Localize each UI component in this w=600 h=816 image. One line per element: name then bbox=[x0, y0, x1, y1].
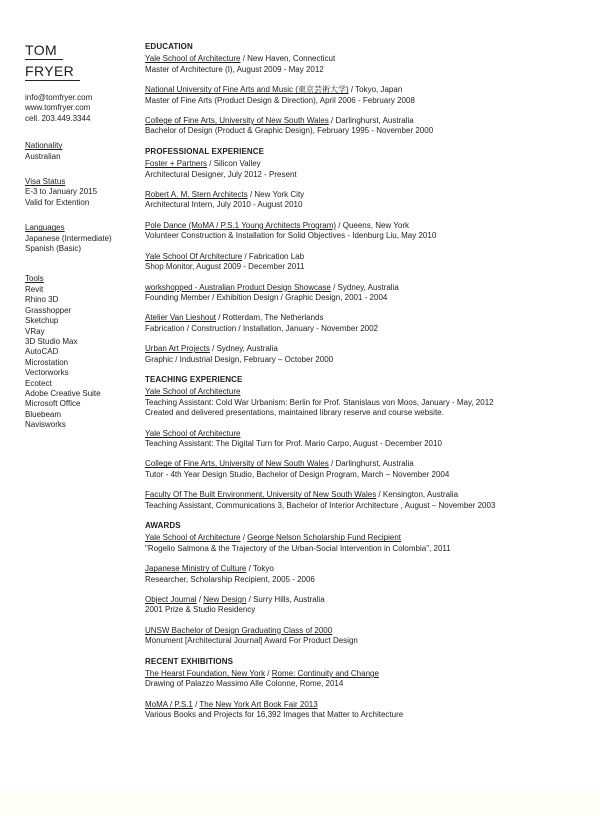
sidebar-group-item: Navisworks bbox=[25, 420, 66, 430]
entry-title bbox=[145, 116, 597, 126]
entry-title-link: Yale School of Architecture bbox=[145, 387, 241, 397]
entry-title-text: / Tokyo, Japan bbox=[348, 85, 403, 95]
entry-title bbox=[145, 283, 597, 293]
entry-title bbox=[145, 564, 597, 574]
sidebar-group bbox=[25, 223, 139, 254]
contact-block bbox=[25, 93, 139, 124]
sidebar-group-item: Valid for Extention bbox=[25, 197, 90, 207]
entry-detail: Created and delivered presentations, maintained library reserve and course website. bbox=[145, 408, 444, 418]
resume-entry bbox=[145, 85, 597, 106]
entry-detail: Master of Architecture (I), August 2009 - May 2012 bbox=[145, 64, 324, 74]
entry-title-text: / Silicon Valley bbox=[207, 159, 261, 169]
entry-detail: Fabrication / Construction / Installation, January - November 2002 bbox=[145, 323, 379, 333]
sidebar-group bbox=[25, 274, 139, 430]
entry-title bbox=[145, 429, 597, 439]
entry-title-link: Pole Dance (MoMA / P.S.1 Young Architects Program) bbox=[145, 220, 337, 230]
sidebar-group-item: Revit bbox=[25, 284, 44, 294]
entry-title-text: / bbox=[265, 669, 272, 679]
candidate-name bbox=[25, 42, 139, 81]
entry-title-text: / Sydney, Australia bbox=[330, 282, 399, 292]
entry-title-link: Rome: Continuity and Change bbox=[271, 669, 379, 679]
entry-title-link: workshopped - Australian Product Design Showcase bbox=[145, 282, 331, 292]
candidate-last-name: FRYER bbox=[25, 63, 80, 81]
sidebar-group-item: Australian bbox=[25, 151, 61, 161]
entry-title bbox=[145, 54, 597, 64]
resume-entry bbox=[145, 626, 597, 647]
candidate-first-name: TOM bbox=[25, 42, 63, 60]
sidebar-group bbox=[25, 177, 139, 208]
entry-title-link: Yale School of Architecture bbox=[145, 428, 241, 438]
entry-title-text: / bbox=[192, 699, 200, 709]
entry-detail: Founding Member / Exhibition Design / Graphic Design, 2001 - 2004 bbox=[145, 292, 388, 302]
section-heading: TEACHING EXPERIENCE bbox=[145, 374, 243, 384]
resume-entry bbox=[145, 429, 597, 450]
sidebar-group-item: Rhino 3D bbox=[25, 295, 59, 305]
entry-title-link: Object Journal bbox=[145, 595, 197, 605]
entry-detail: Researcher, Scholarship Recipient, 2005 - 2006 bbox=[145, 574, 315, 584]
entry-title-text: / Tokyo bbox=[246, 564, 274, 574]
entry-detail: Tutor - 4th Year Design Studio, Bachelor of Design Program, March – November 2004 bbox=[145, 469, 450, 479]
sidebar-group-label: Nationality bbox=[25, 141, 63, 151]
entry-title-text: / Darlinghurst, Australia bbox=[328, 459, 414, 469]
entry-title bbox=[145, 387, 597, 397]
sidebar-group-item: E-3 to January 2015 bbox=[25, 187, 98, 197]
sidebar-group-item: Japanese (Intermediate) bbox=[25, 233, 112, 243]
entry-detail: Master of Fine Arts (Product Design & Direction), April 2006 - February 2008 bbox=[145, 95, 415, 105]
entry-title-link: George Nelson Scholarship Fund Recipient bbox=[247, 533, 402, 543]
resume-entry bbox=[145, 700, 597, 721]
entry-title-link: Yale School of Architecture bbox=[145, 54, 241, 64]
entry-title-link: National University of Fine Arts and Music (東京芸術大学) bbox=[145, 85, 349, 95]
sidebar-group-item: Vectorworks bbox=[25, 368, 69, 378]
sidebar-groups bbox=[25, 141, 139, 430]
section-heading: RECENT EXHIBITIONS bbox=[145, 656, 234, 666]
sidebar-group-label: Languages bbox=[25, 223, 65, 233]
entry-title-text: / Sydney, Australia bbox=[209, 344, 278, 354]
sidebar-group-item: Ecotect bbox=[25, 378, 52, 388]
sidebar-group-label: Tools bbox=[25, 274, 44, 284]
entry-detail: Teaching Assistant: Cold War Urbanism: Berlin for Prof. Stanislaus von Moos, January - May, 2012 bbox=[145, 397, 494, 407]
sidebar-group-item: Sketchup bbox=[25, 316, 59, 326]
resume-entry bbox=[145, 344, 597, 365]
entry-title bbox=[145, 159, 597, 169]
section-heading: PROFESSIONAL EXPERIENCE bbox=[145, 146, 265, 156]
resume-entry bbox=[145, 564, 597, 585]
resume-entry bbox=[145, 116, 597, 137]
sidebar-group-item: 3D Studio Max bbox=[25, 336, 78, 346]
sidebar-group-item: Microsoft Office bbox=[25, 399, 81, 409]
resume-section bbox=[145, 521, 597, 647]
entry-title-text: / Darlinghurst, Australia bbox=[328, 116, 414, 126]
entry-title-text: / New Haven, Connecticut bbox=[240, 54, 336, 64]
entry-detail: Architectural Intern, July 2010 - August 2010 bbox=[145, 200, 303, 210]
entry-title-text: / Surry Hills, Australia bbox=[246, 595, 325, 605]
entry-detail: Teaching Assistant, Communications 3, Bachelor of Interior Architecture , August – November 2003 bbox=[145, 500, 496, 510]
entry-title bbox=[145, 313, 597, 323]
entry-title bbox=[145, 459, 597, 469]
entry-title-link: The New York Art Book Fair 2013 bbox=[199, 699, 318, 709]
sidebar-group bbox=[25, 141, 139, 162]
entry-detail: Bachelor of Design (Product & Graphic Design), February 1995 - November 2000 bbox=[145, 126, 434, 136]
entry-detail: Architectural Designer, July 2012 - Present bbox=[145, 169, 297, 179]
entry-title-link: Atelier Van Lieshout bbox=[145, 313, 217, 323]
contact-line: info@tomfryer.com bbox=[25, 93, 93, 102]
resume-entry bbox=[145, 533, 597, 554]
entry-title-link: Urban Art Projects bbox=[145, 344, 210, 354]
entry-title bbox=[145, 700, 597, 710]
resume-entry bbox=[145, 190, 597, 211]
entry-title-link: Yale School Of Architecture bbox=[145, 251, 243, 261]
entry-title-link: Robert A. M. Stern Architects bbox=[145, 190, 248, 200]
resume-entry bbox=[145, 159, 597, 180]
page-edge-strip bbox=[0, 791, 600, 816]
entry-title-link: Foster + Partners bbox=[145, 159, 208, 169]
resume-section bbox=[145, 42, 597, 137]
resume-body bbox=[145, 42, 597, 731]
entry-title-text: / bbox=[240, 533, 248, 543]
entry-detail: Graphic / Industrial Design, February – October 2000 bbox=[145, 354, 334, 364]
entry-title-text: / Queens, New York bbox=[336, 220, 409, 230]
entry-title bbox=[145, 533, 597, 543]
resume-entry bbox=[145, 459, 597, 480]
sidebar-group-item: Adobe Creative Suite bbox=[25, 388, 101, 398]
entry-title-text: / bbox=[196, 595, 204, 605]
entry-title-link: Faculty Of The Built Environment, University of New South Wales bbox=[145, 490, 377, 500]
entry-title-text: / Kensington, Australia bbox=[376, 490, 459, 500]
entry-detail: Various Books and Projects for 16,392 Images that Matter to Architecture bbox=[145, 710, 404, 720]
resume-entry bbox=[145, 313, 597, 334]
resume-entry bbox=[145, 490, 597, 511]
resume-section bbox=[145, 147, 597, 365]
entry-title bbox=[145, 221, 597, 231]
sidebar-group-label: Visa Status bbox=[25, 177, 66, 187]
entry-title-link: Yale School of Architecture bbox=[145, 533, 241, 543]
entry-title-text: / New York City bbox=[247, 190, 305, 200]
sidebar-group-item: AutoCAD bbox=[25, 347, 59, 357]
entry-title-link: College of Fine Arts, University of New South Wales bbox=[145, 459, 329, 469]
section-heading: AWARDS bbox=[145, 521, 181, 530]
entry-title bbox=[145, 252, 597, 262]
resume-section bbox=[145, 657, 597, 721]
sidebar-group-item: VRay bbox=[25, 326, 45, 336]
entry-detail: "Rogelio Salmona & the Trajectory of the Urban-Social Intervention in Colombia", 2011 bbox=[145, 543, 451, 553]
entry-title bbox=[145, 669, 597, 679]
entry-title-link: Japanese Ministry of Culture bbox=[145, 564, 247, 574]
sidebar-group-item: Bluebeam bbox=[25, 409, 62, 419]
entry-title bbox=[145, 344, 597, 354]
sidebar-group-item: Spanish (Basic) bbox=[25, 244, 82, 254]
entry-title bbox=[145, 626, 597, 636]
entry-title bbox=[145, 85, 597, 95]
resume-entry bbox=[145, 283, 597, 304]
resume-entry bbox=[145, 387, 597, 418]
entry-title-link: New Design bbox=[203, 595, 247, 605]
entry-detail: Monument [Architectural Journal] Award For Product Design bbox=[145, 636, 358, 646]
sidebar-group-item: Microstation bbox=[25, 357, 69, 367]
entry-title-link: The Hearst Foundation, New York bbox=[145, 669, 266, 679]
sidebar bbox=[25, 42, 139, 446]
entry-title bbox=[145, 190, 597, 200]
resume-entry bbox=[145, 252, 597, 273]
resume-section bbox=[145, 375, 597, 511]
entry-title bbox=[145, 595, 597, 605]
contact-line: www.tomfryer.com bbox=[25, 103, 91, 113]
entry-detail: Teaching Assistant: The Digital Turn for Prof. Mario Carpo, August - December 2010 bbox=[145, 438, 442, 448]
entry-title-link: UNSW Bachelor of Design Graduating Class of 2000 bbox=[145, 625, 333, 635]
entry-title-link: MoMA / P.S.1 bbox=[145, 699, 193, 709]
contact-line: cell. 203.449.3344 bbox=[25, 113, 91, 123]
resume-entry bbox=[145, 54, 597, 75]
entry-detail: Shop Monitor, August 2009 - December 2011 bbox=[145, 262, 305, 272]
entry-title bbox=[145, 490, 597, 500]
entry-title-link: College of Fine Arts, University of New South Wales bbox=[145, 116, 329, 126]
sidebar-group-item: Grasshopper bbox=[25, 305, 72, 315]
resume-entry bbox=[145, 669, 597, 690]
entry-title-text: / Fabrication Lab bbox=[242, 251, 305, 261]
entry-title-text: / Rotterdam, The Netherlands bbox=[216, 313, 324, 323]
entry-detail: Drawing of Palazzo Massimo Alle Colonne, Rome, 2014 bbox=[145, 679, 344, 689]
section-heading: EDUCATION bbox=[145, 42, 193, 51]
resume-entry bbox=[145, 595, 597, 616]
resume-entry bbox=[145, 221, 597, 242]
entry-detail: Volunteer Construction & Installation for Solid Objectives - Idenburg Liu, May 2010 bbox=[145, 231, 437, 241]
entry-detail: 2001 Prize & Studio Residency bbox=[145, 605, 256, 615]
